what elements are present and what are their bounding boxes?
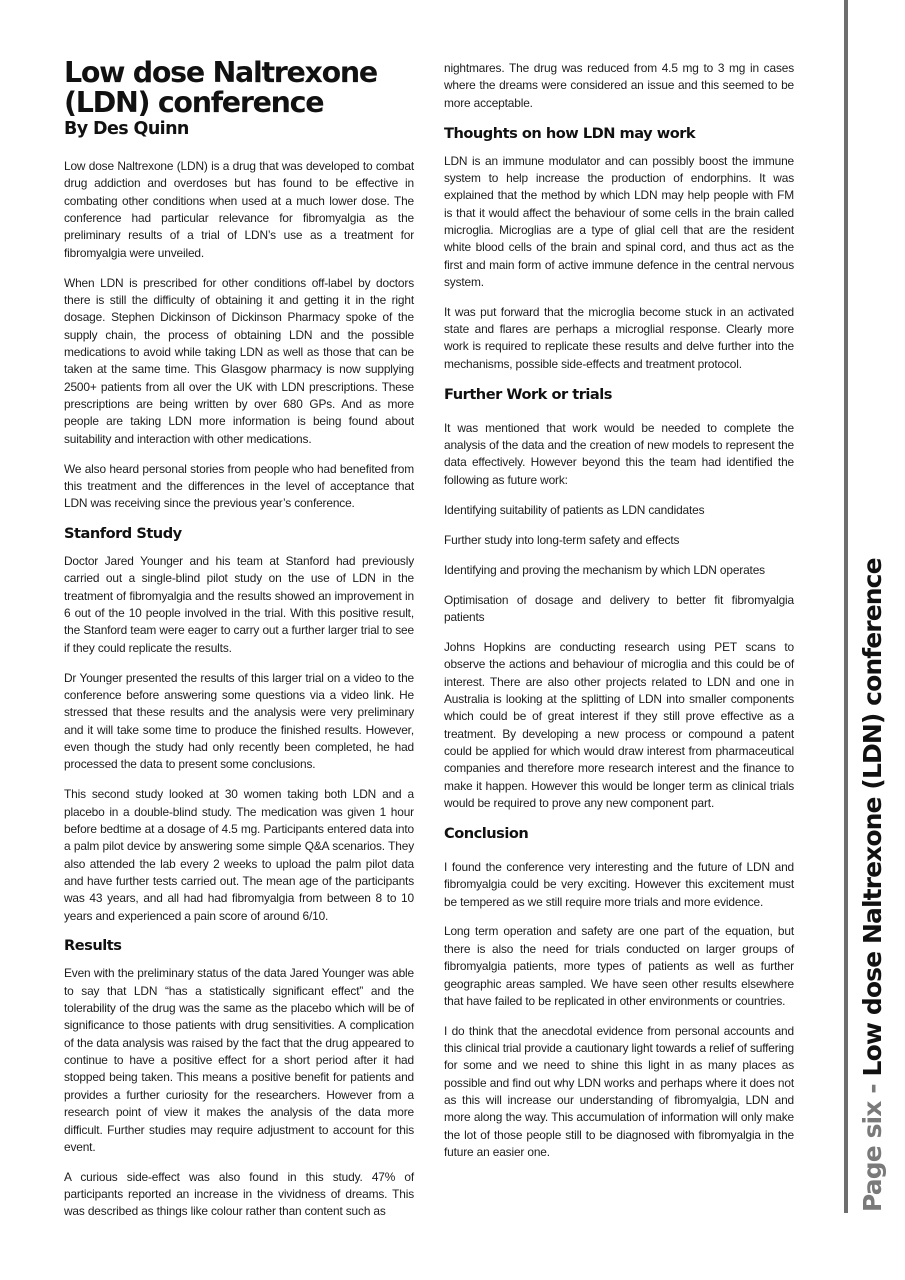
further-work-intro: It was mentioned that work would be needed to complete the analysis of the data and the creation of new models to represent the data effectively. However beyond this the team had identified the following as future work: <box>444 420 794 487</box>
thoughts-paragraph: It was put forward that the microglia become stuck in an activated state and flares are perhaps a microglial response. Clearly more work is required to replicate these results and delve further into the mechanisms, possible side-effects and treatment protocol. <box>444 304 794 371</box>
sidebar-running-title <box>858 558 888 1212</box>
stanford-paragraph: Doctor Jared Younger and his team at Stanford had previously carried out a single-blind pilot study on the use of LDN in the treatment of fibromyalgia and the results showed an improvement in 6 out of the 10 people involved in the trial. With this positive result, the Stanford team were eager to carry out a further larger trial to see if they could replicate the results. <box>64 554 414 655</box>
intro-paragraph: We also heard personal stories from people who had benefited from this treatment and the differences in the level of acceptance that LDN was receiving since the previous year’s conference. <box>64 461 414 511</box>
right-column <box>444 60 794 1174</box>
thoughts-paragraph: LDN is an immune modulator and can possibly boost the immune system to help increase the production of endorphins. It was explained that the method by which LDN may help people with FM is that it would affect the behaviour of some cells in the brain called microglia. Microglias are a type of glial cell that are the resident white blood cells of the brain and spinal cord, and thus act as the first and main form of active immune defence in the central nervous system. <box>444 153 794 289</box>
future-work-item: Optimisation of dosage and delivery to better fit fibromyalgia patients <box>444 592 794 624</box>
section-heading-conclusion: Conclusion <box>444 824 529 842</box>
section-heading-stanford-study: Stanford Study <box>64 525 182 543</box>
future-work-item: Identifying and proving the mechanism by which LDN operates <box>444 562 765 577</box>
page-number-label: Page six - <box>858 1076 887 1212</box>
continuation-paragraph: nightmares. The drug was reduced from 4.5 mg to 3 mg in cases where the dreams were considered an issue and this seemed to be more acceptable. <box>444 61 794 110</box>
article-title-line-1: Low dose Naltrexone <box>64 56 377 89</box>
conclusion-paragraph: I do think that the anecdotal evidence from personal accounts and this clinical trial provide a cautionary light towards a relief of suffering for some and we need to shine this light in as many places as possible and find out why LDN works and perhaps where it does not as this will increase our understanding of fibromyalgia, LDN and more along the way. This accumulation of information will only make the lot of those people still to be diagnosed with fibromyalgia in the future an easier one. <box>444 1023 794 1160</box>
sidebar-vertical-rule <box>844 0 848 1213</box>
running-title: Low dose Naltrexone (LDN) conference <box>858 558 887 1077</box>
section-heading-further-work: Further Work or trials <box>444 385 612 403</box>
results-paragraph: Even with the preliminary status of the data Jared Younger was able to say that LDN “has a statistically significant effect” and the tolerability of the drug was the same as the placebo which will be of significance to those patients with drug sensitivities. A complication of the data analysis was raised by the fact that the drug appeared to continue to have a positive effect for a short period after it had stopped being taken. This means a positive benefit for patients and provides a further curiosity for the researchers. However from a research point of view it makes the analysis of the data more difficult. Further studies may require adjustment to account for this event. <box>64 966 414 1154</box>
left-column <box>64 58 414 1233</box>
further-work-outro: Johns Hopkins are conducting research using PET scans to observe the actions and behaviour of microglia and this could be of interest. There are also other projects related to LDN and one in Australia is looking at the splitting of LDN into smaller components which could be of great interest if they still prove effective as a treatment. By developing a new process or compound a patent could be applied for which would draw interest from pharmaceutical companies and therefore more research interest and the finance to make it happen. However this would be longer term as clinical trials would be required to prove any new component part. <box>444 640 794 811</box>
article-byline: By Des Quinn <box>64 119 189 139</box>
conclusion-paragraph: Long term operation and safety are one part of the equation, but there is also the need for trials conducted on larger groups of fibromyalgia patients, more types of patients as well as further geographic areas sampled. We have seen other results elsewhere that have failed to be replicated in other environments or countries. <box>444 924 794 1008</box>
article-title-line-2: (LDN) conference <box>64 86 324 119</box>
future-work-item: Further study into long-term safety and effects <box>444 532 680 547</box>
results-paragraph: A curious side-effect was also found in this study. 47% of participants reported an increase in the vividness of dreams. This was described as things like colour rather than content such as <box>64 1169 414 1219</box>
section-heading-results: Results <box>64 937 122 955</box>
intro-paragraph: Low dose Naltrexone (LDN) is a drug that was developed to combat drug addiction and overdoses but has found to be effective in combating other conditions when used at a much lower dose. The conference had particular relevance for fibromyalgia as the preliminary results of a trial of LDN’s use as a treatment for fibromyalgia were unveiled. <box>64 159 414 260</box>
conclusion-paragraph: I found the conference very interesting and the future of LDN and fibromyalgia could be very exciting. However this excitement must be tempered as we still require more trials and more evidence. <box>444 859 794 909</box>
stanford-paragraph: This second study looked at 30 women taking both LDN and a placebo in a double-blind study. The medication was given 1 hour before bedtime at a dosage of 4.5 mg. Participants entered data into a palm pilot device by answering some simple Q&A scenarios. They also attended the lab every 2 weeks to upload the palm pilot data and have further tests carried out. The mean age of the participants was 43 years, and all had had fibromyalgia from between 8 to 10 years and experienced a pain score of around 6/10. <box>64 787 414 923</box>
intro-paragraph: When LDN is prescribed for other conditions off-label by doctors there is still the difficulty of obtaining it and getting it in the right dosage. Stephen Dickinson of Dickinson Pharmacy spoke of the supply chain, the process of obtaining LDN and the possible medications to avoid while taking LDN as well as those that can be taken at the same time. This Glasgow pharmacy is now supplying 2500+ patients from all over the UK with LDN prescriptions. These prescriptions are being written by over 680 GPs. And as more people are taking LDN more information is being found about suitability and interaction with other medications. <box>64 275 414 446</box>
stanford-paragraph: Dr Younger presented the results of this larger trial on a video to the conference before answering some questions via a video link. He stressed that these results and the analysis were very preliminary and it will take some time to produce the finished results. However, even though the study had only recently been completed, he had processed the data to present some conclusions. <box>64 670 414 772</box>
section-heading-thoughts: Thoughts on how LDN may work <box>444 124 696 142</box>
future-work-item: Identifying suitability of patients as LDN candidates <box>444 502 705 517</box>
article-title <box>64 58 414 118</box>
